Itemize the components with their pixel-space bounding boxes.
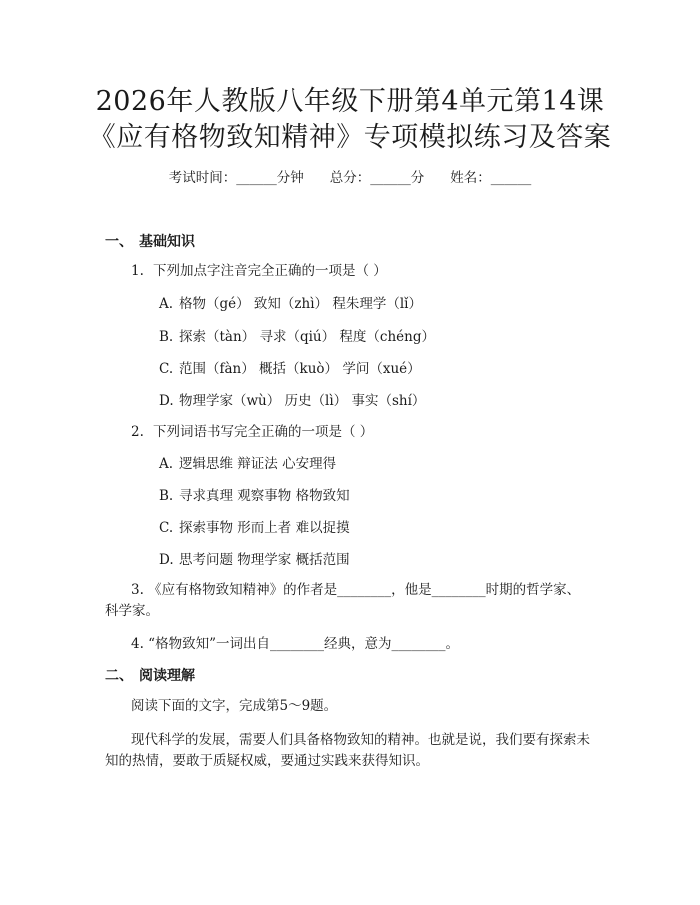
question-1-option-b: [159, 327, 435, 347]
option-letter: D.: [159, 552, 174, 568]
option-letter: A.: [159, 456, 174, 472]
exam-title-line1: 2026年人教版八年级下册第4单元第14课: [95, 86, 605, 117]
exam-time-field: 考试时间：______分钟: [168, 170, 304, 186]
option-letter: C.: [159, 520, 174, 536]
question-2-option-d: [159, 550, 350, 570]
question-3-line2: 科学家。: [105, 603, 159, 619]
question-1-option-c: [159, 359, 421, 379]
option-text: 探索事物 形而上者 难以捉摸: [179, 520, 350, 536]
question-2-option-b: [159, 486, 350, 506]
exam-meta: [0, 168, 700, 188]
option-letter: A.: [159, 296, 174, 312]
question-2-option-c: [159, 518, 350, 538]
section-heading-reading: [105, 666, 195, 686]
option-text: 逻辑思维 辩证法 心安理得: [179, 456, 337, 472]
exam-title-line2: 《应有格物致知精神》专项模拟练习及答案: [88, 122, 612, 153]
total-score-field: 总分：______分: [329, 170, 425, 186]
option-text: 范围（fàn） 概括（kuò） 学问（xué）: [179, 361, 421, 377]
question-2-option-a: [159, 454, 336, 474]
question-1-option-d: [159, 391, 425, 411]
question-number: 2.: [131, 424, 144, 440]
question-4: 4. “格物致知”一词出自________经典，意为________。: [131, 636, 459, 652]
option-letter: B.: [159, 329, 174, 345]
question-2-stem: [131, 422, 373, 442]
section-title: 阅读理解: [139, 668, 195, 684]
question-1-option-a: [159, 294, 422, 314]
option-letter: C.: [159, 361, 174, 377]
reading-passage-line1: 现代科学的发展，需要人们具备格物致知的精神。也就是说，我们要有探索未: [131, 732, 590, 748]
question-text: 下列词语书写完全正确的一项是（ ）: [153, 424, 374, 440]
section-number: 一、: [105, 234, 133, 250]
question-text: 下列加点字注音完全正确的一项是（ ）: [153, 263, 387, 279]
reading-instruction: 阅读下面的文字，完成第5～9题。: [131, 698, 338, 714]
option-text: 探索（tàn） 寻求（qiú） 程度（chéng）: [179, 329, 435, 345]
student-name-field: 姓名：______: [450, 170, 532, 186]
option-text: 物理学家（wù） 历史（lì） 事实（shí）: [179, 393, 426, 409]
question-number: 1.: [131, 263, 144, 279]
option-text: 寻求真理 观察事物 格物致知: [179, 488, 350, 504]
section-number: 二、: [105, 668, 133, 684]
section-heading-basic-knowledge: [105, 232, 195, 252]
question-1-stem: [131, 261, 387, 281]
option-letter: D.: [159, 393, 174, 409]
option-letter: B.: [159, 488, 174, 504]
reading-passage-line2: 知的热情，要敢于质疑权威，要通过实践来获得知识。: [105, 753, 429, 769]
section-title: 基础知识: [139, 234, 195, 250]
option-text: 思考问题 物理学家 概括范围: [179, 552, 350, 568]
question-3-line1: 3. 《应有格物致知精神》的作者是________，他是________时期的哲学家、: [131, 582, 581, 598]
option-text: 格物（gé） 致知（zhì） 程朱理学（lǐ）: [179, 296, 422, 312]
